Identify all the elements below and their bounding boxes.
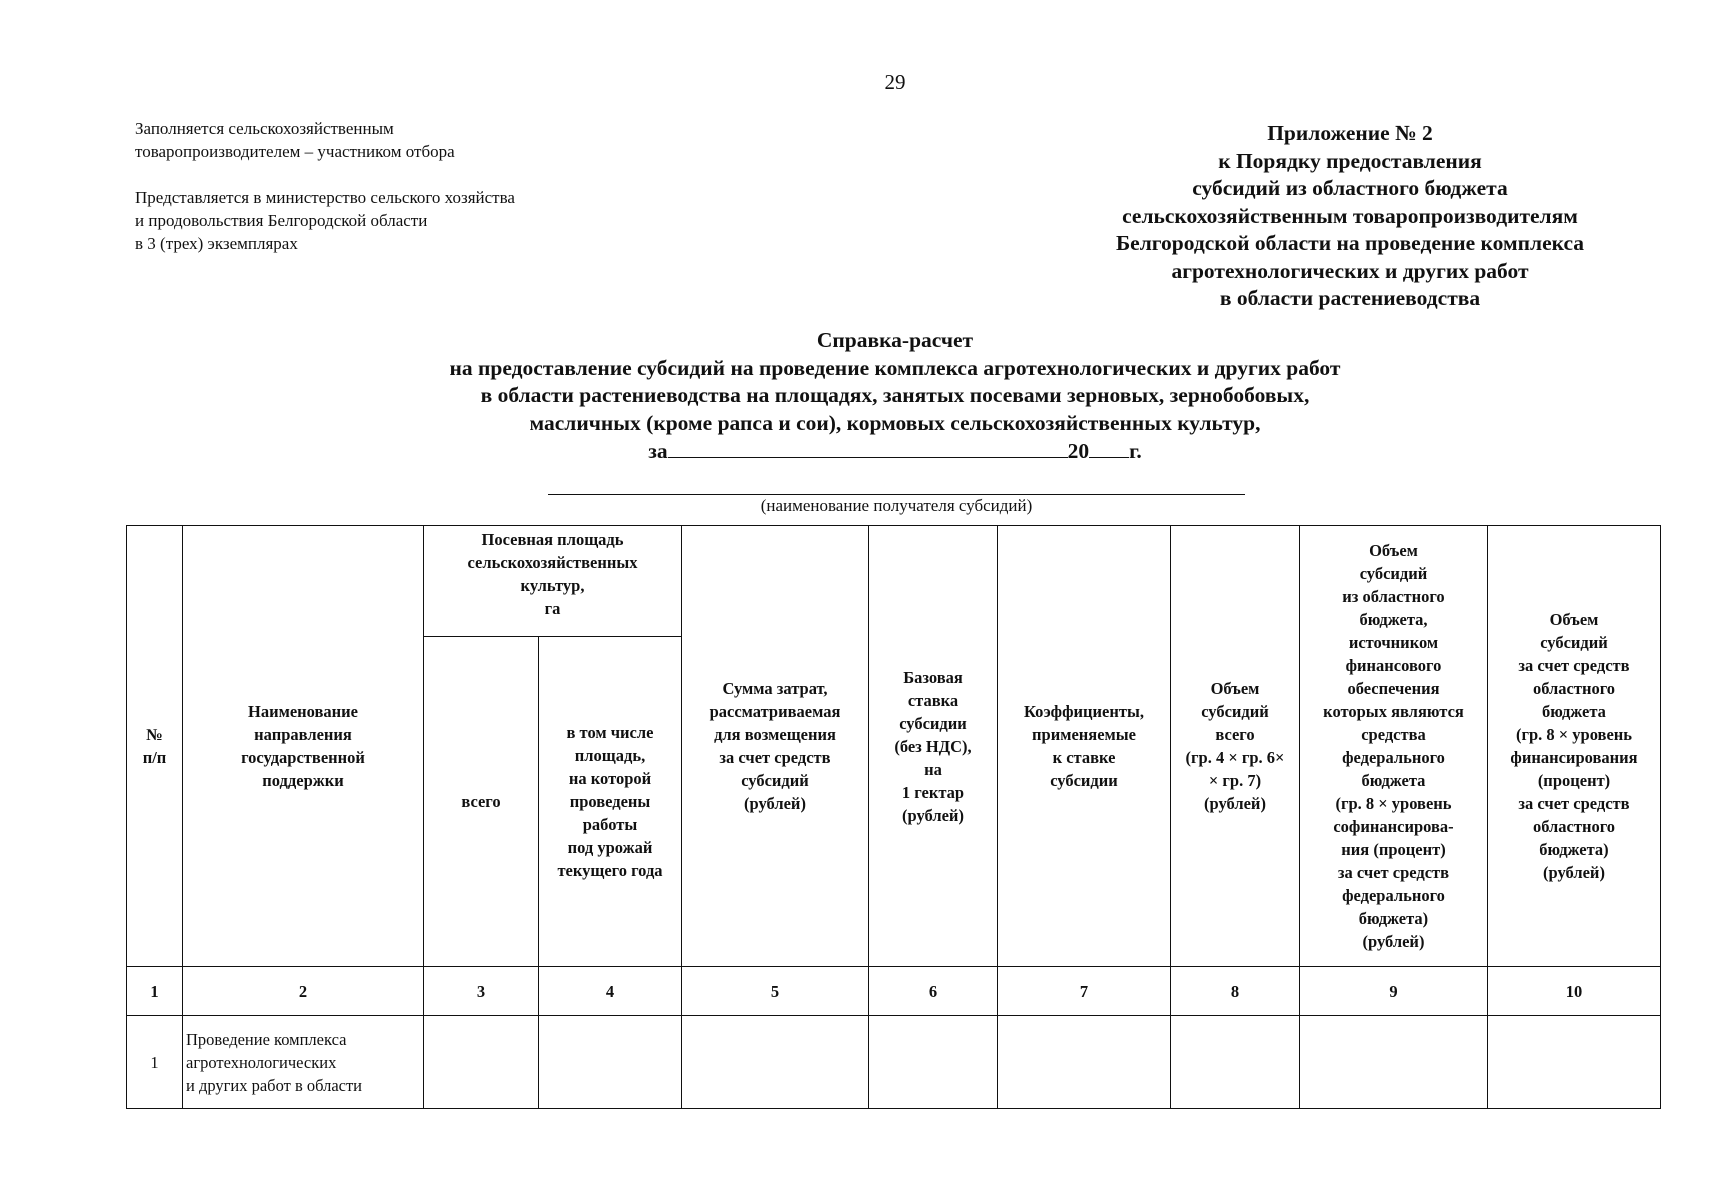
col-header-coefficients: Коэффициенты, применяемые к ставке субсидии <box>998 526 1171 967</box>
column-number: 3 <box>424 967 539 1016</box>
col-header-area-total: всего <box>424 637 539 967</box>
column-number: 10 <box>1488 967 1661 1016</box>
page-number: 29 <box>884 70 906 94</box>
col-header-base-rate: Базовая ставка субсидии (без НДС), на 1 гектар (рублей) <box>869 526 998 967</box>
cell-coefficients[interactable] <box>998 1016 1171 1109</box>
col-header-area-group: Посевная площадь сельскохозяйственных культур, га <box>424 526 682 637</box>
col-header-area-incl: в том числе площадь, на которой проведены работы под урожай текущего года <box>539 637 682 967</box>
cell-subsidy-federal[interactable] <box>1300 1016 1488 1109</box>
filled-by-note: Заполняется сельскохозяйственным товаропроизводителем – участником отбора <box>135 119 455 161</box>
column-number: 9 <box>1300 967 1488 1016</box>
period-prefix: за <box>648 439 668 463</box>
column-number: 6 <box>869 967 998 1016</box>
cell-area-total[interactable] <box>424 1016 539 1109</box>
period-suffix: г. <box>1129 439 1142 463</box>
col-header-direction: Наименование направления государственной поддержки <box>183 526 424 967</box>
column-number: 5 <box>682 967 869 1016</box>
recipient-caption: (наименование получателя субсидий) <box>760 496 1033 515</box>
col-header-subsidy-federal: Объем субсидий из областного бюджета, источником финансового обеспечения которых являются средства федерального бюджета (гр. 8 × уровень софинансирова- ния (процент) за счет средств федерального бюджета) (рублей) <box>1300 526 1488 967</box>
column-number-row <box>127 967 1661 1016</box>
calculation-table <box>126 525 1661 1109</box>
row-number: 1 <box>127 1016 183 1109</box>
table-row <box>127 1016 1661 1109</box>
period-line <box>0 437 1709 464</box>
col-header-num: № п/п <box>127 526 183 967</box>
col-header-subsidy-total: Объем субсидий всего (гр. 4 × гр. 6× × гр. 7) (рублей) <box>1171 526 1300 967</box>
col-header-costs: Сумма затрат, рассматриваемая для возмещения за счет средств субсидий (рублей) <box>682 526 869 967</box>
document-title: Справка-расчет на предоставление субсидий на проведение комплекса агротехнологических и других работ в области растениеводства на площадях, занятых посевами зерновых, зернобобовых, масличных (кроме рапса и сои), кормовых сельскохозяйственных культур, <box>449 328 1341 435</box>
year-prefix: 20 <box>1067 439 1090 463</box>
cell-subsidy-regional[interactable] <box>1488 1016 1661 1109</box>
column-number: 8 <box>1171 967 1300 1016</box>
period-blank[interactable] <box>668 437 1068 458</box>
column-number: 1 <box>127 967 183 1016</box>
cell-base-rate[interactable] <box>869 1016 998 1109</box>
recipient-name-line[interactable] <box>548 494 1245 495</box>
column-number: 2 <box>183 967 424 1016</box>
cell-area-incl[interactable] <box>539 1016 682 1109</box>
submitted-to-note: Представляется в министерство сельского хозяйства и продовольствия Белгородской области в 3 (трех) экземплярах <box>135 188 515 253</box>
appendix-heading: Приложение № 2 к Порядку предоставления субсидий из областного бюджета сельскохозяйственным товаропроизводителям Белгородской области на проведение комплекса агротехнологических и других работ в области растениеводства <box>1115 121 1585 310</box>
cell-subsidy-total[interactable] <box>1171 1016 1300 1109</box>
row-direction: Проведение комплекса агротехнологических и других работ в области <box>183 1016 424 1109</box>
column-number: 7 <box>998 967 1171 1016</box>
cell-costs[interactable] <box>682 1016 869 1109</box>
column-number: 4 <box>539 967 682 1016</box>
year-blank[interactable] <box>1089 437 1129 458</box>
col-header-subsidy-regional: Объем субсидий за счет средств областного бюджета (гр. 8 × уровень финансирования (процент) за счет средств областного бюджета) (рублей) <box>1488 526 1661 967</box>
